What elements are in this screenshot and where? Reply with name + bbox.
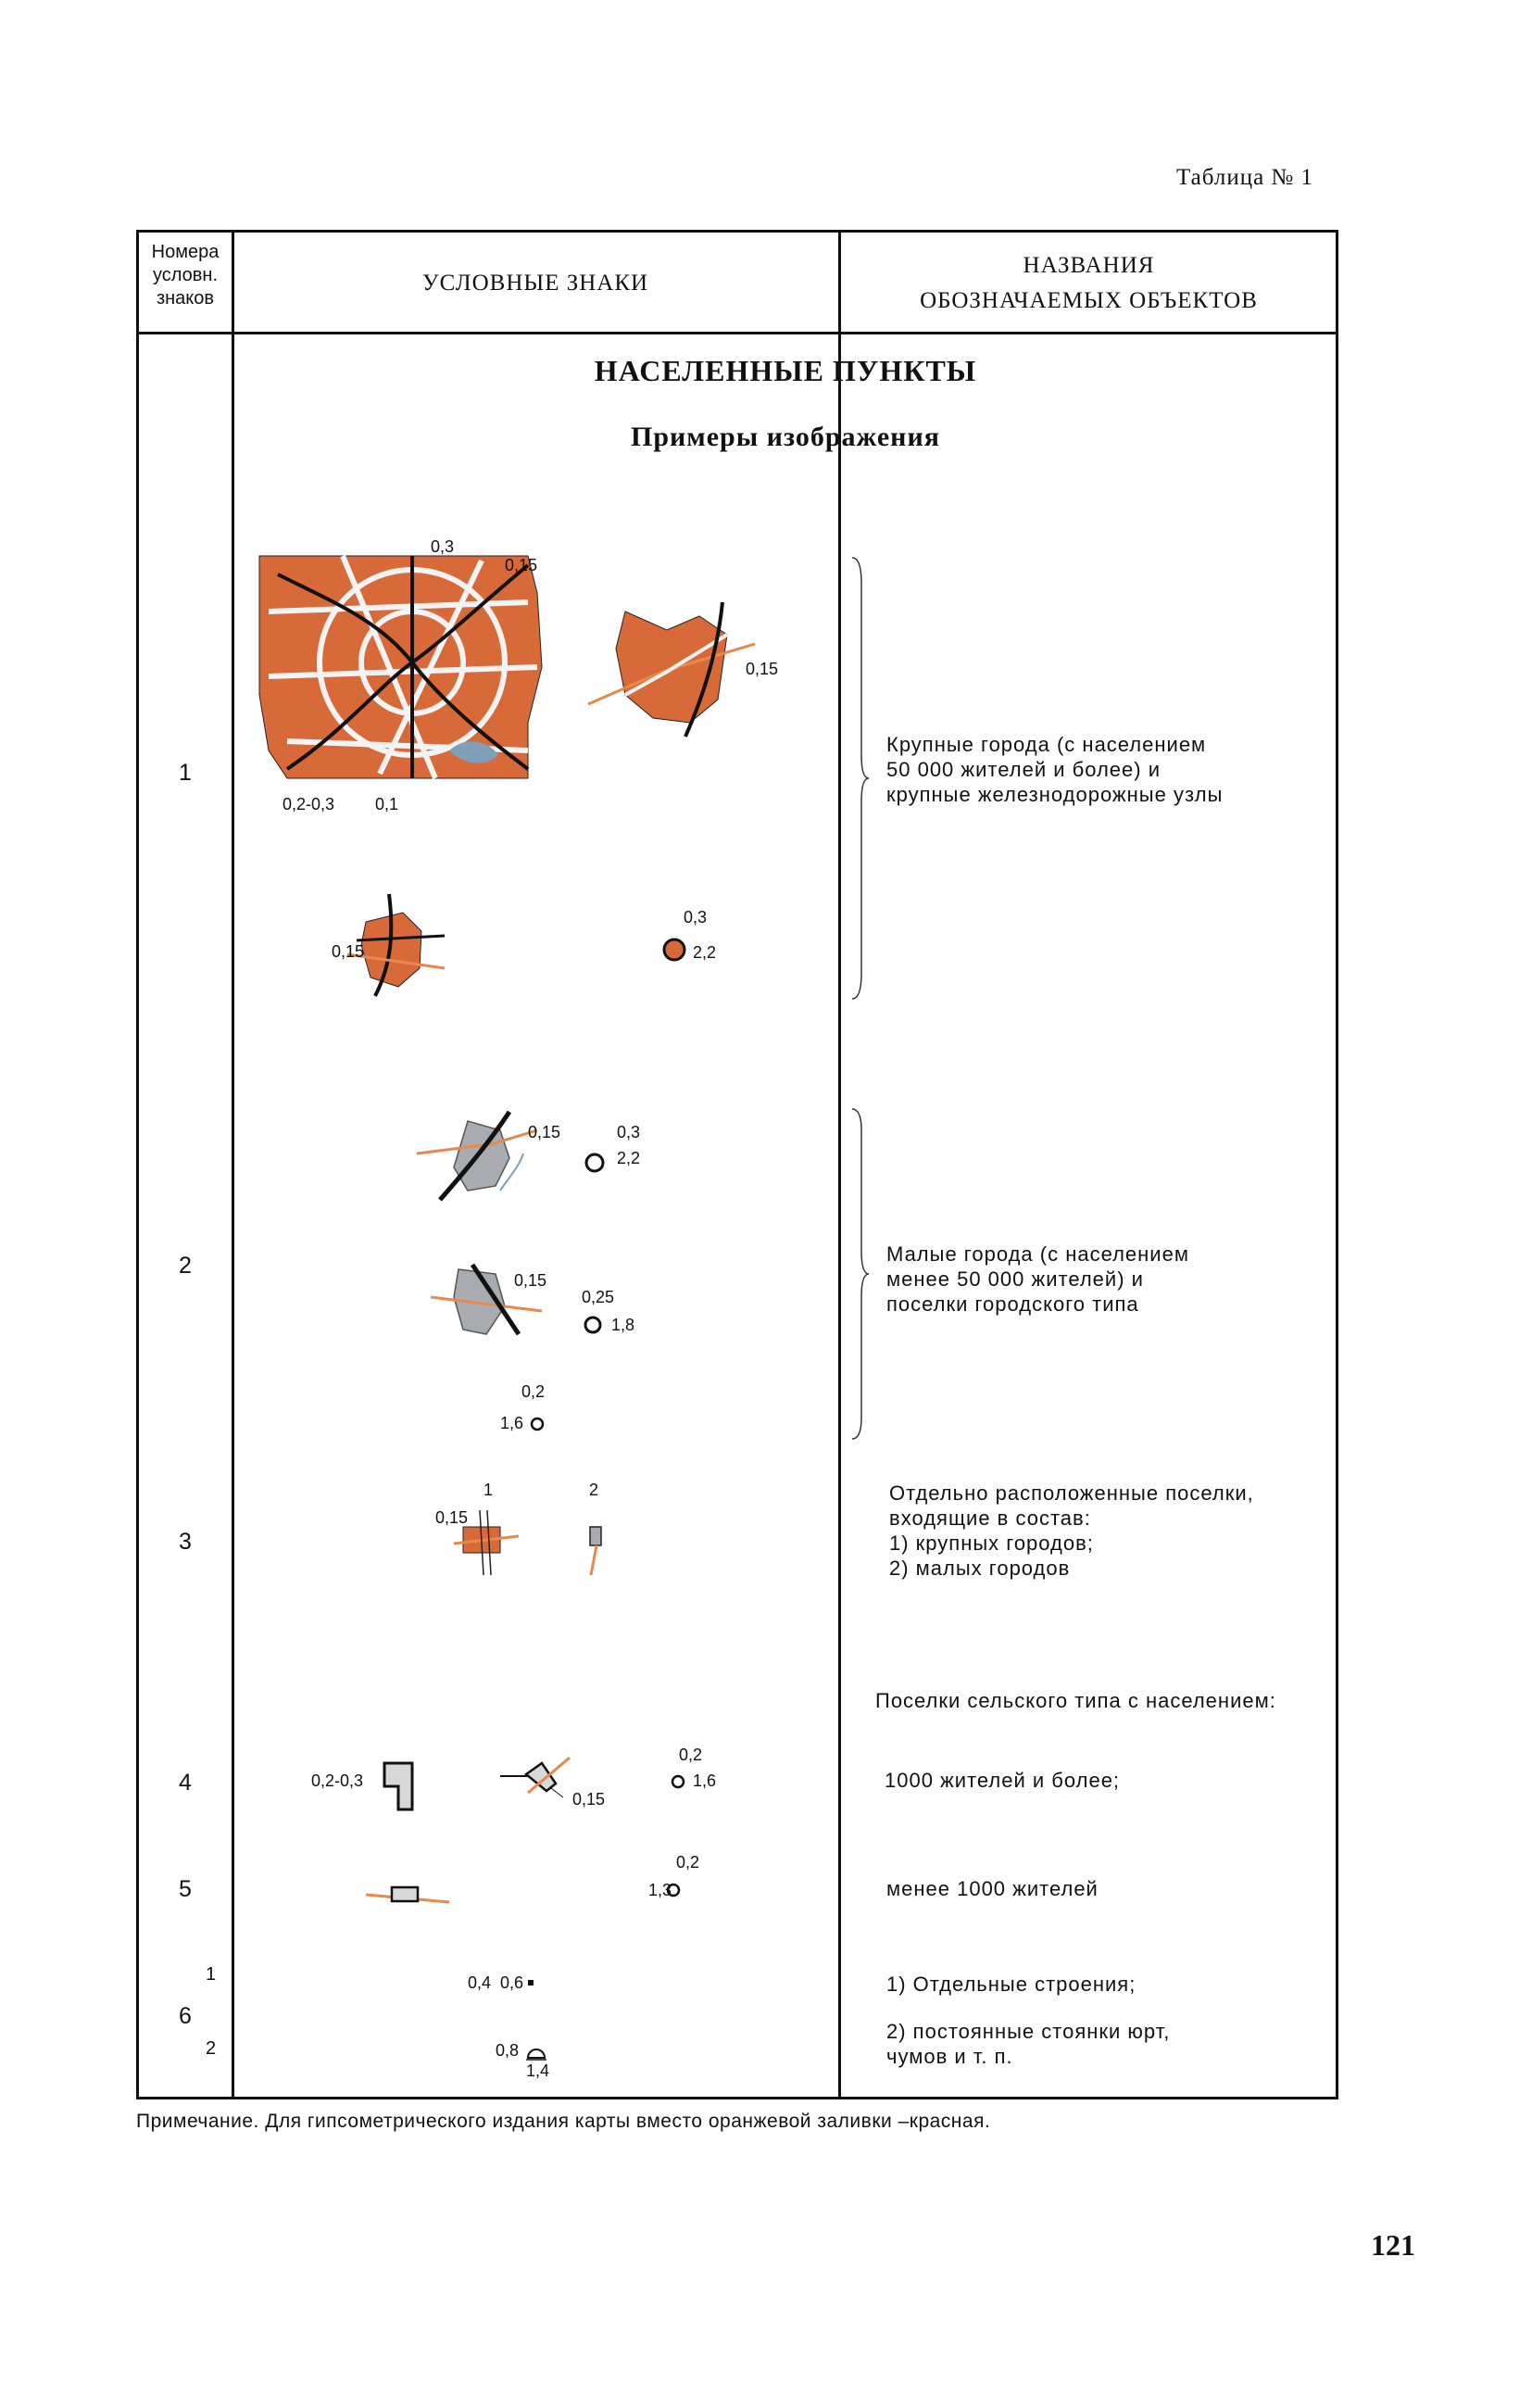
column-divider <box>232 230 234 2099</box>
label-circle-diameter: 1,6 <box>500 1414 524 1432</box>
row-number-6: 6 <box>179 2003 192 2029</box>
village-block-symbol <box>380 1759 426 1814</box>
label-circle-outline: 0,2 <box>521 1382 546 1401</box>
row-description-1: Крупные города (с населением 50 000 жителей и более) и крупные железнодорожные узлы <box>886 733 1224 806</box>
town-circle-symbol <box>582 1311 609 1339</box>
row-description-2: Малые города (с населением менее 50 000 жителей) и поселки городского типа <box>886 1242 1189 1316</box>
label-circle-diameter: 1,8 <box>611 1316 635 1334</box>
label-road-width: 0,3 <box>431 537 455 556</box>
small-city-symbol <box>417 1103 537 1204</box>
village-circle-symbol <box>667 1768 695 1796</box>
label-circle-outline: 0,3 <box>617 1123 641 1141</box>
label-yurt-size: 1,4 <box>526 2061 550 2080</box>
column-header-signs: УСЛОВНЫЕ ЗНАКИ <box>421 271 649 296</box>
label-circle-diameter: 1,6 <box>693 1771 717 1790</box>
row-description-3: Отдельно расположенные поселки, входящие в состав: 1) крупных городов; 2) малых городов <box>889 1481 1254 1580</box>
row-number-1: 1 <box>179 760 192 786</box>
label-outline-width: 0,15 <box>505 556 538 574</box>
city-outline-symbol <box>588 593 755 741</box>
column-header-names: НАЗВАНИЯ ОБОЗНАЧАЕМЫХ ОБЪЕКТОВ <box>920 253 1258 313</box>
footnote: Примечание. Для гипсометрического издания карты вместо оранжевой заливки –красная. <box>136 2111 991 2132</box>
label-building-size: 0,4 <box>468 1973 492 1992</box>
label-circle-diameter: 1,3 <box>648 1881 672 1899</box>
row-number-5: 5 <box>179 1876 192 1902</box>
label-variant-2: 2 <box>589 1481 599 1499</box>
label-outline-width: 0,15 <box>572 1790 606 1809</box>
rural-settlements-intro: Поселки сельского типа с населением: <box>875 1689 1276 1712</box>
column-header-number: Номера условн. знаков <box>151 242 220 309</box>
label-circle-outline: 0,2 <box>676 1853 700 1872</box>
section-title: НАСЕЛЕННЫЕ ПУНКТЫ <box>594 354 977 387</box>
label-circle-diameter: 2,2 <box>617 1149 641 1167</box>
label-outline-width: 0,15 <box>435 1508 469 1527</box>
label-outline-width: 0,2-0,3 <box>311 1771 364 1790</box>
row-description-5: менее 1000 жителей <box>886 1877 1099 1900</box>
row-number-2: 2 <box>179 1253 192 1279</box>
city-dot-symbol <box>656 929 693 966</box>
town-circle-symbol <box>526 1410 554 1438</box>
label-outline-width: 0,15 <box>746 660 779 678</box>
label-outline-width: 0,15 <box>528 1123 561 1141</box>
section-subtitle: Примеры изображения <box>631 422 940 452</box>
label-outline-width: 0,15 <box>332 942 365 961</box>
small-village-symbol <box>366 1876 449 1913</box>
label-yurt-size: 0,8 <box>496 2041 520 2060</box>
label-outline-width: 0,15 <box>514 1271 547 1290</box>
settlement-small-city-symbol <box>582 1510 609 1575</box>
label-circle-outline: 0,2 <box>679 1746 703 1764</box>
table-frame <box>136 230 1338 2099</box>
row-description-6: 1) Отдельные строения; 2) постоянные стоянки юрт, чумов и т. п. <box>886 1973 1171 2068</box>
label-line-width: 0,1 <box>375 795 399 813</box>
brace <box>850 556 869 1001</box>
row-number-3: 3 <box>179 1529 192 1555</box>
column-divider <box>838 230 841 2099</box>
building-dot-icon <box>526 1977 537 1988</box>
label-street-width: 0,2-0,3 <box>283 795 335 813</box>
row-sub-number-2: 2 <box>206 2038 217 2059</box>
header-divider <box>136 332 1338 334</box>
town-circle-symbol <box>584 1149 611 1177</box>
label-dot-diameter: 2,2 <box>693 943 717 962</box>
row-sub-number-1: 1 <box>206 1964 217 1985</box>
yurt-icon <box>525 2043 547 2063</box>
brace <box>850 1107 869 1441</box>
page-number: 121 <box>1371 2228 1415 2262</box>
row-number-4: 4 <box>179 1770 192 1796</box>
row-description-4: 1000 жителей и более; <box>885 1769 1121 1792</box>
label-variant-1: 1 <box>483 1481 494 1499</box>
settlement-large-city-symbol <box>454 1510 519 1575</box>
label-building-size: 0,6 <box>500 1973 524 1992</box>
label-dot-outline: 0,3 <box>684 908 708 927</box>
label-circle-outline: 0,25 <box>582 1288 615 1306</box>
table-number: Таблица № 1 <box>1176 165 1314 190</box>
